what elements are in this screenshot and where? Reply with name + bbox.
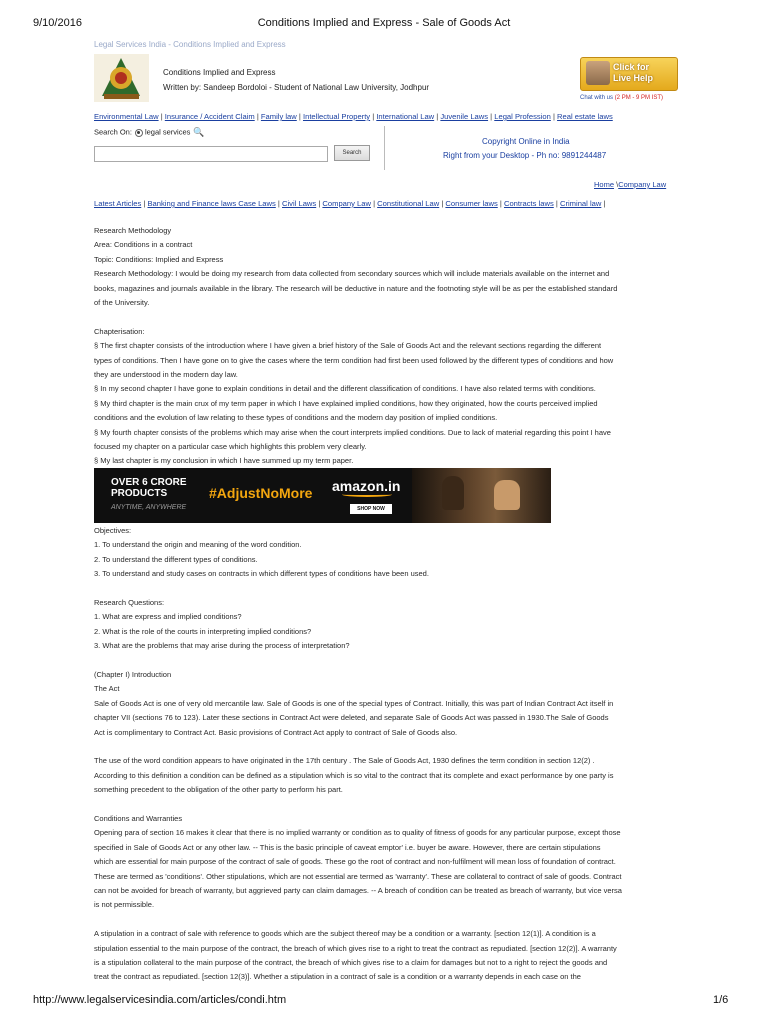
top-nav: Environmental Law | Insurance / Accident Claim | Family law | Intellectual Property | International Law | Juvenile Laws | Legal Profession | Real estate laws [94, 112, 613, 121]
divider [384, 126, 385, 170]
breadcrumb: Home \Company Law [594, 180, 667, 189]
article-line: Chapterisation: [94, 326, 145, 336]
category-link[interactable]: Criminal law [559, 199, 602, 208]
article-line: of the University. [94, 298, 150, 307]
article-line: Conditions and Warranties [94, 814, 183, 823]
article-line: is a stipulation collateral to the main purpose of the contract, the breach of which gives rise to a claim for damages but not to a right to reject the goods and [94, 958, 608, 967]
article-line: § In my second chapter I have gone to explain conditions in detail and the different classification of conditions. I have also related terms with conditions. [94, 384, 596, 394]
article-line: (Chapter I) Introduction [94, 670, 172, 679]
article-line: Research Methodology [94, 226, 172, 235]
print-title: Conditions Implied and Express - Sale of Goods Act [257, 17, 511, 29]
article-line: 3. What are the problems that may arise during the process of interpretation? [94, 641, 350, 651]
article-line: something precedent to the obligation of the other party to perform his part. [94, 785, 343, 795]
amazon-logo: amazon.in [332, 478, 401, 494]
article-line: stipulation essential to the main purpose of the contract, the breach of which gives rise to a right to treat the contract as repudiated. [section 12(2)]. A warranty [94, 943, 617, 953]
article-line: These are termed as 'conditions'. Other stipulations, which are not essential are termed as 'warranty'. These are collateral to contract of sale of goods. Contract [94, 871, 622, 881]
print-url: http://www.legalservicesindia.com/articles/condi.htm [33, 994, 287, 1006]
article-line: The Act [94, 684, 120, 694]
category-link[interactable]: Latest Articles [94, 199, 142, 208]
nav-link[interactable]: Insurance / Accident Claim [164, 112, 255, 121]
agent-avatar [586, 61, 610, 85]
nav-link[interactable]: Intellectual Property [302, 112, 371, 121]
article-line: Research Methodology: I would be doing my research from data collected from secondary sources which will include materials available on the internet and [94, 269, 610, 279]
nav-link[interactable]: Real estate laws [557, 112, 613, 121]
site-logo[interactable] [94, 54, 149, 102]
article-line: books, magazines and journals available in the library. The research will be deductive in nature and the footnoting style will be as per the established standard [94, 283, 618, 293]
article-line: Area: Conditions in a contract [94, 240, 193, 250]
search-scope: Search On: legal services 🔍 [94, 127, 205, 137]
category-nav: Latest Articles | Banking and Finance laws Case Laws | Civil Laws | Company Law | Constitutional Law | Consumer laws | Contracts laws | Criminal law | [94, 199, 606, 208]
article-line: A stipulation in a contract of sale with reference to goods which are the subject thereof may be a condition or a warranty. [section 12(1)]. A condition is a [94, 929, 596, 939]
article-line: 1. To understand the origin and meaning of the word condition. [94, 540, 302, 550]
article-line: conditions and the evolution of law relating to these types of conditions and the modern day position of implied conditions. [94, 413, 498, 423]
article-line: Opening para of section 16 makes it clear that there is no implied warranty or condition as to quality of fitness of goods for any particular purpose, except those [94, 828, 621, 838]
category-link[interactable]: Contracts laws [503, 199, 554, 208]
article-author: Written by: Sandeep Bordoloi - Student of National Law University, Jodhpur [163, 83, 430, 92]
promo-line-2[interactable]: Right from your Desktop - Ph no: 9891244487 [443, 151, 607, 160]
nav-link[interactable]: Juvenile Laws [440, 112, 489, 121]
article-line: The use of the word condition appears to have originated in the 17th century . The Sale of Goods Act, 1930 defines the term condition in section 12(2) . [94, 756, 595, 766]
article-line: Sale of Goods Act is one of very old mercantile law. Sale of Goods is one of the special types of Contract. Initially, this was part of Indian Contract Act itself in [94, 698, 614, 708]
article-line: Topic: Conditions: Implied and Express [94, 254, 224, 264]
article-line: is not permissible. [94, 900, 155, 910]
article-line: types of conditions. Then I have gone on to give the cases where the term condition had first been used followed by the different types of conditions and how [94, 355, 614, 365]
article-line: which are essential for main purpose of the contract of sale of goods. These go the root of contract and non-fulfilment will mean loss of foundation of contract. [94, 857, 616, 867]
article-line: § My last chapter is my conclusion in which I have summed up my term paper. [94, 456, 354, 466]
print-date: 9/10/2016 [33, 17, 82, 29]
article-line: specified in Sale of Goods Act or any other law. -- This is the basic principle of caveat emptor' i.e. buyer be aware. However, there are certain stipulations [94, 842, 601, 852]
article-line: can not be avoided for breach of warranty, but aggrieved party can claim damages. -- A breach of condition can be treated as breach of warranty, but vice versa [94, 886, 622, 895]
article-line: treat the contract as repudiated. [section 12(3)]. Whether a stipulation in a contract of sale is a condition or a warranty depends in each case on the [94, 972, 581, 982]
print-page-number: 1/6 [713, 994, 729, 1006]
category-link[interactable]: Civil Laws [282, 199, 317, 208]
article-line: 2. What is the role of the courts in interpreting implied conditions? [94, 626, 312, 636]
amazon-smile-icon [342, 492, 392, 497]
article-line: 2. To understand the different types of conditions. [94, 554, 258, 564]
nav-link[interactable]: Family law [260, 112, 297, 121]
chat-hours[interactable]: Chat with us (2 PM - 9 PM IST) [580, 95, 664, 101]
search-icon: 🔍 [193, 127, 205, 137]
nav-link[interactable]: Legal Profession [494, 112, 551, 121]
article-title: Conditions Implied and Express [163, 68, 276, 77]
promo-line-1[interactable]: Copyright Online in India [482, 137, 570, 146]
amazon-ad-banner[interactable]: OVER 6 CRORE PRODUCTS ANYTIME, ANYWHERE #AdjustNoMore amazon.in SHOP NOW [94, 468, 551, 523]
article-line: Research Questions: [94, 598, 165, 607]
article-line: Act is complimentary to Contract Act. Basic provisions of Contract Act apply to contract of Sale of Goods also. [94, 727, 458, 737]
article-line: § The first chapter consists of the introduction where I have given a brief history of the Sale of Goods Act and the relevant sections regarding the different [94, 341, 602, 351]
article-line: 1. What are express and implied conditions? [94, 612, 242, 622]
category-link[interactable]: Consumer laws [445, 199, 498, 208]
article-line: they are understood in the modern day law. [94, 370, 238, 379]
ad-photo [412, 468, 551, 523]
shop-now-button[interactable]: SHOP NOW [350, 504, 392, 514]
live-help-button[interactable]: Click for Live Help [580, 57, 678, 91]
article-line: focused my chapter on a particular case which highlights this problem very clearly. [94, 442, 367, 451]
category-link[interactable]: Banking and Finance laws Case Laws [147, 199, 276, 208]
article-line: 3. To understand and study cases on contracts in which different types of conditions have been used. [94, 569, 429, 579]
nav-link[interactable]: Environmental Law [94, 112, 159, 121]
article-line: Objectives: [94, 526, 132, 535]
search-scope-radio[interactable] [135, 129, 143, 137]
nav-link[interactable]: International Law [376, 112, 435, 121]
breadcrumb-home[interactable]: Home [594, 180, 615, 189]
site-breadcrumb[interactable]: Legal Services India - Conditions Implied and Express [94, 40, 286, 49]
category-link[interactable]: Constitutional Law [377, 199, 440, 208]
breadcrumb-current[interactable]: Company Law [618, 180, 667, 189]
category-link[interactable]: Company Law [322, 199, 371, 208]
article-line: According to this definition a condition can be defined as a stipulation which is so vital to the contract that its complete and exact performance by one party is [94, 770, 614, 780]
article-line: chapter VII (sections 76 to 123). Later these sections in Contract Act were deleted, and separate Sale of Goods Act was passed in 1930.The Sale of Goods [94, 713, 609, 723]
search-button[interactable]: Search [334, 145, 370, 161]
search-input[interactable] [94, 146, 328, 162]
article-line: § My fourth chapter consists of the problems which may arise when the court interprets implied conditions. Due to lack of material regarding this point I have [94, 427, 611, 437]
article-line: § My third chapter is the main crux of my term paper in which I have explained implied conditions, how they originated, how the courts perceived implied [94, 398, 598, 408]
